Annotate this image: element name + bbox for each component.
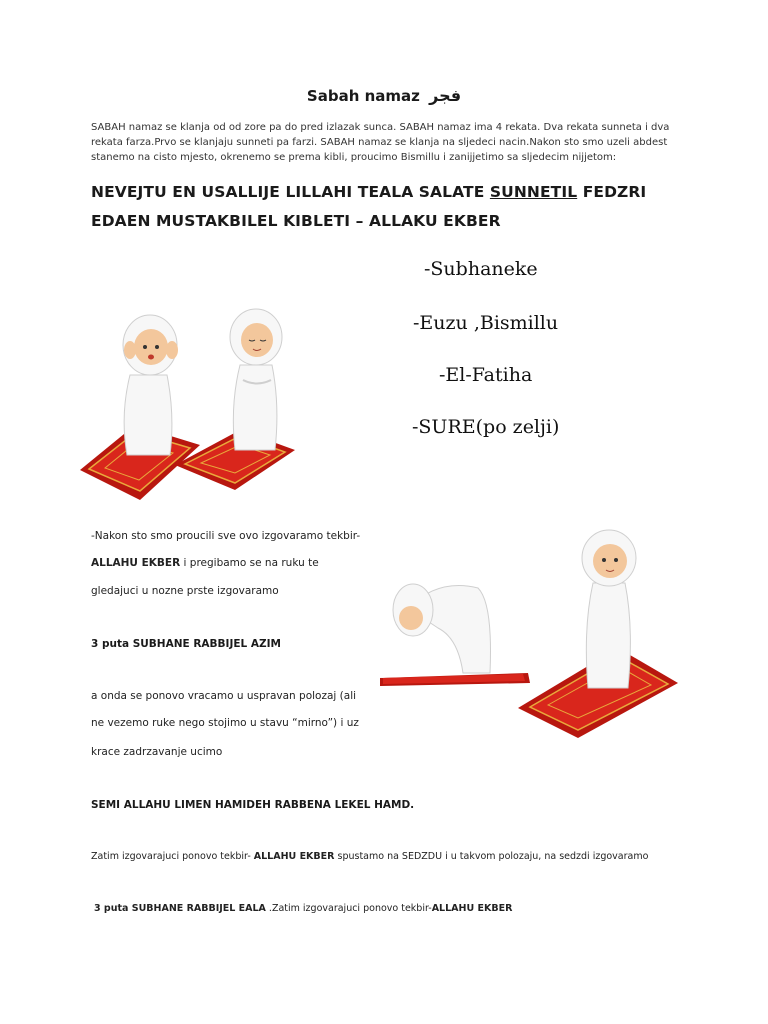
- niyyah-part2: FEDZRI EDAEN MUSTAKBILEL KIBLETI – ALLAKU EKBER: [91, 183, 647, 230]
- niyyah-part1: NEVEJTU EN USALLIJE LILLAHI TEALA SALATE: [91, 183, 490, 201]
- qiyam-line-1: a onda se ponovo vracamo u uspravan polozaj (ali: [91, 690, 357, 702]
- ruku-tasbih: 3 puta SUBHANE RABBIJEL AZIM: [91, 638, 281, 650]
- niyyah-text: [91, 178, 691, 236]
- girl-qiyam-figure: [230, 309, 282, 450]
- sami-allahu-line: SEMI ALLAHU LIMEN HAMIDEH RABBENA LEKEL HAMD.: [91, 799, 415, 811]
- final-takbir: ALLAHU EKBER: [431, 903, 513, 914]
- ruku-line-1: -Nakon sto smo proucili sve ovo izgovaramo tekbir-: [91, 530, 361, 542]
- final-line: [94, 903, 512, 914]
- sajdah-post: spustamo na SEDZDU i u takvom polozaju, na sedzdi izgovaramo: [334, 851, 649, 862]
- ruku-line-3: gledajuci u nozne prste izgovaramo: [91, 585, 279, 597]
- ruku-line-2-rest: i pregibamo se na ruku te: [180, 557, 319, 569]
- girl-takbir-figure: [123, 315, 178, 455]
- ruku-prayer-illustration: [378, 528, 678, 743]
- recitation-euzu: -Euzu ,Bismillu: [413, 312, 559, 334]
- qiyam-line-2: ne vezemo ruke nego stojimo u stavu “mirno”) i uz: [91, 717, 359, 729]
- title-arabic: فجر: [429, 86, 462, 105]
- ruku-takbir: ALLAHU EKBER: [91, 557, 181, 569]
- final-mid: .Zatim izgovarajuci ponovo tekbir-: [265, 903, 432, 914]
- standing-prayer-illustration: [75, 305, 305, 505]
- intro-paragraph: SABAH namaz se klanja od od zore pa do pred izlazak sunca. SABAH namaz ima 4 rekata. Dva rekata sunneta i dva rekata farza.Prvo se klanjaju sunneti pa farzi. SABAH namaz se klanja na sljedeci nacin.Nakon sto smo uzeli abdest stanemo na cisto mjesto, okrenemo se prema kibli, proucimo Bismillu i zanijjetimo sa sljedecim nijjetom:: [91, 122, 670, 163]
- recitation-subhaneke: -Subhaneke: [424, 258, 538, 280]
- girl-bowing-figure: [393, 584, 491, 673]
- girl-standing-figure: [582, 530, 636, 688]
- sajdah-pre: Zatim izgovarajuci ponovo tekbir-: [91, 851, 254, 862]
- ruku-line-2: [91, 557, 319, 569]
- sajdah-takbir: ALLAHU EKBER: [253, 851, 335, 862]
- prayer-rug-bowing: [380, 673, 530, 686]
- qiyam-line-3: krace zadrzavanje ucimo: [91, 746, 223, 758]
- recitation-sure: -SURE(po zelji): [412, 416, 560, 438]
- niyyah-underlined: SUNNETIL: [489, 183, 578, 201]
- page-title: [0, 86, 768, 105]
- sajdah-line: [91, 851, 648, 862]
- final-tasbih: 3 puta SUBHANE RABBIJEL EALA: [94, 903, 266, 914]
- title-text: Sabah namaz: [306, 87, 420, 105]
- recitation-fatiha: -El-Fatiha: [439, 364, 533, 386]
